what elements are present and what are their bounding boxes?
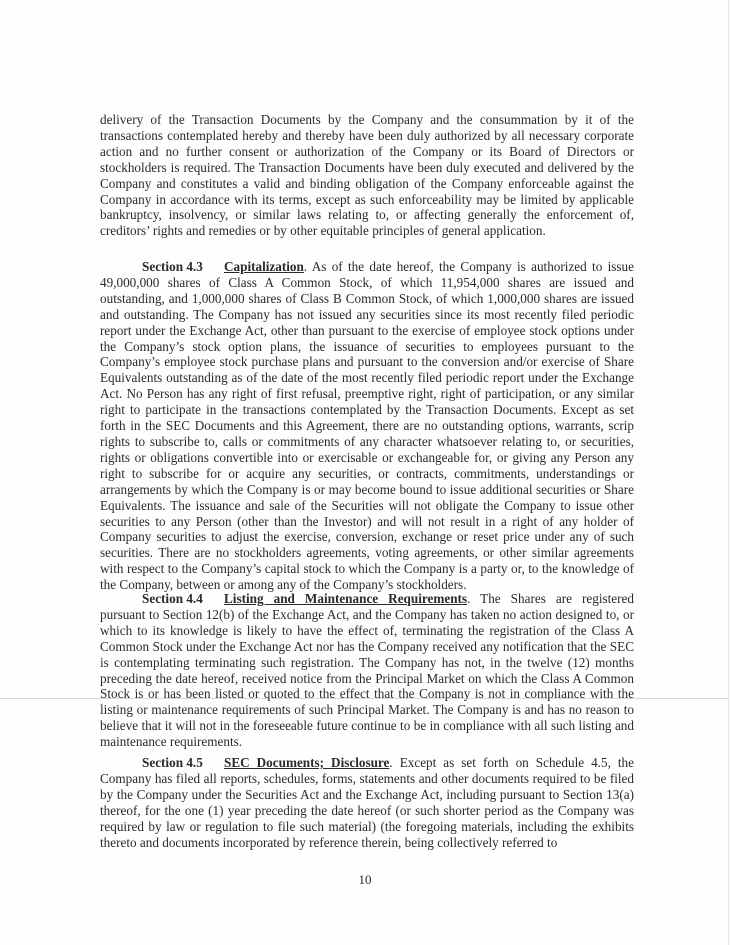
section-4-3-paragraph (100, 259, 634, 593)
section-title: Listing and Maintenance Requirements (224, 591, 468, 606)
section-4-4-paragraph (100, 591, 634, 750)
section-4-5-paragraph (100, 755, 634, 850)
section-number: Section 4.5 (142, 755, 203, 770)
page-number: 10 (358, 872, 372, 887)
section-title: Capitalization (224, 259, 304, 274)
scan-edge (728, 0, 729, 945)
section-number: Section 4.3 (142, 259, 203, 274)
section-number: Section 4.4 (142, 591, 203, 606)
section-title: SEC Documents; Disclosure (224, 755, 390, 770)
section-text: . Except as set forth on Schedule 4.5, the Company has filed all reports, schedules, forms, statements and other documents required to be filed by the Company under the Securities Act and the Exchange Act, including pursuant to Section 13(a) thereof, for the one (1) year preceding the date hereof (or such shorter period as the Company was required by law or regulation to file such material) (the foregoing materials, including the exhibits thereto and documents incorporated by reference therein, being collectively referred to (100, 755, 634, 850)
section-text: . The Shares are registered pursuant to Section 12(b) of the Exchange Act, and the Company has taken no action designed to, or which to its knowledge is likely to have the effect of, terminating the registration of the Class A Common Stock under the Exchange Act nor has the Company received any notification that the SEC is contemplating terminating such registration. The Company has not, in the twelve (12) months preceding the date hereof, received notice from the Principal Market on which the Class A Common Stock is or has been listed or quoted to the effect that the Company is not in compliance with the listing or maintenance requirements of such Principal Market. The Company is and has no reason to believe that it will not in the foreseeable future continue to be in compliance with all such listing and maintenance requirements. (100, 591, 634, 750)
section-text: . As of the date hereof, the Company is authorized to issue 49,000,000 shares of Class A Common Stock, of which 11,954,000 shares are issued and outstanding, and 1,000,000 shares of Class B Common Stock, of which 1,000,000 shares are issued and outstanding. The Company has not issued any securities since its most recently filed periodic report under the Exchange Act, other than pursuant to the exercise of employee stock options under the Company’s stock option plans, the issuance of securities to employees pursuant to the Company’s employee stock purchase plans and pursuant to the conversion and/or exercise of Share Equivalents outstanding as of the date of the most recently filed periodic report under the Exchange Act. No Person has any right of first refusal, preemptive right, right of participation, or any similar right to participate in the transactions contemplated by the Transaction Documents. Except as set forth in the SEC Documents and this Agreement, there are no outstanding options, warrants, scrip rights to subscribe to, calls or commitments of any character whatsoever relating to, or securities, rights or obligations convertible into or exercisable or exchangeable for, or giving any Person any right to subscribe for or acquire any securities, or contracts, commitments, understandings or arrangements by which the Company is or may become bound to issue additional securities or Share Equivalents. The issuance and sale of the Securities will not obligate the Company to issue other securities to any Person (other than the Investor) and will not result in a right of any holder of Company securities to adjust the exercise, conversion, exchange or reset price under any of such securities. There are no stockholders agreements, voting agreements, or other similar agreements with respect to the Company’s capital stock to which the Company is a party or, to the knowledge of the Company, between or among any of the Company’s stockholders. (100, 259, 634, 593)
intro-paragraph: delivery of the Transaction Documents by the Company and the consummation by it of the transactions contemplated hereby and thereby have been duly authorized by all necessary corporate action and no further consent or authorization of the Company or its Board of Directors or stockholders is required. The Transaction Documents have been duly executed and delivered by the Company and constitutes a valid and binding obligation of the Company enforceable against the Company in accordance with its terms, except as such enforceability may be limited by applicable bankruptcy, insolvency, or similar laws relating to, or affecting generally the enforcement of, creditors’ rights and remedies or by other equitable principles of general application. (100, 112, 634, 239)
